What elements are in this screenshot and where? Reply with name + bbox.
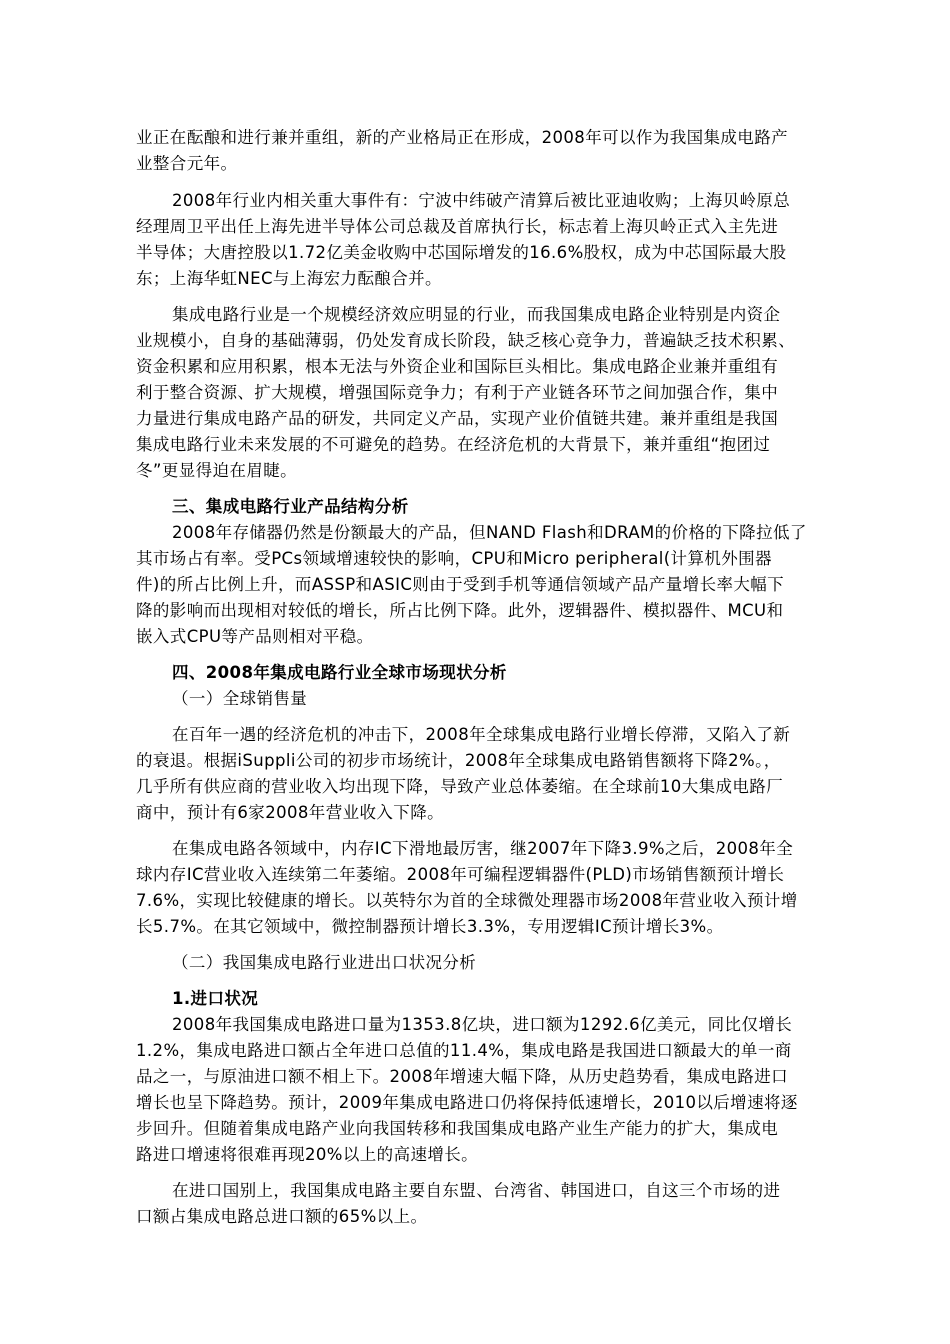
paragraph-line: 集成电路行业未来发展的不可避免的趋势。在经济危机的大背景下，兼并重组“抱团过 xyxy=(136,435,771,454)
paragraph-line: 的衰退。根据iSuppli公司的初步市场统计，2008年全球集成电路销售额将下降2%。， xyxy=(136,751,781,770)
paragraph-line: 资金积累和应用积累，根本无法与外资企业和国际巨头相比。集成电路企业兼并重组有 xyxy=(136,357,779,376)
paragraph-line: 步回升。但随着集成电路产业向我国转移和我国集成电路产业生产能力的扩大，集成电 xyxy=(136,1119,779,1138)
paragraph-line: 半导体；大唐控股以1.72亿美金收购中芯国际增发的16.6%股权，成为中芯国际最大股 xyxy=(136,243,787,262)
paragraph-line: 1.2%，集成电路进口额占全年进口总值的11.4%，集成电路是我国进口额最大的单一商 xyxy=(136,1041,792,1060)
paragraph-line: 经理周卫平出任上海先进半导体公司总裁及首席执行长，标志着上海贝岭正式入主先进 xyxy=(136,217,779,236)
paragraph-line: 球内存IC营业收入连续第二年萎缩。2008年可编程逻辑器件(PLD)市场销售额预计增长 xyxy=(136,865,785,884)
paragraph-line: 嵌入式CPU等产品则相对平稳。 xyxy=(136,627,374,646)
paragraph-line: 在百年一遇的经济危机的冲击下，2008年全球集成电路行业增长停滞，又陷入了新 xyxy=(172,725,791,744)
paragraph-line: 2008年存储器仍然是份额最大的产品，但NAND Flash和DRAM的价格的下降拉低了 xyxy=(172,523,807,542)
paragraph-line: 7.6%，实现比较健康的增长。以英特尔为首的全球微处理器市场2008年营业收入预计增 xyxy=(136,891,798,910)
paragraph-line: 东；上海华虹NEC与上海宏力酝酿合并。 xyxy=(136,269,442,288)
paragraph-line: 业整合元年。 xyxy=(136,154,238,173)
paragraph-line: 路进口增速将很难再现20%以上的高速增长。 xyxy=(136,1145,479,1164)
paragraph-line: 品之一，与原油进口额不相上下。2008年增速大幅下降，从历史趋势看，集成电路进口 xyxy=(136,1067,788,1086)
paragraph-line: 集成电路行业是一个规模经济效应明显的行业，而我国集成电路企业特别是内资企 xyxy=(172,305,781,324)
paragraph-line: 利于整合资源、扩大规模，增强国际竞争力；有利于产业链各环节之间加强合作，集中 xyxy=(136,383,779,402)
paragraph-line: 几乎所有供应商的营业收入均出现下降，导致产业总体萎缩。在全球前10大集成电路厂 xyxy=(136,777,784,796)
subsection-heading: （一）全球销售量 xyxy=(172,689,308,708)
subsection-heading: 1.进口状况 xyxy=(172,989,259,1008)
paragraph-line: 在集成电路各领域中，内存IC下滑地最厉害，继2007年下降3.9%之后，2008年全 xyxy=(172,839,794,858)
paragraph-line: 长5.7%。在其它领域中，微控制器预计增长3.3%，专用逻辑IC预计增长3%。 xyxy=(136,917,724,936)
paragraph-line: 在进口国别上，我国集成电路主要自东盟、台湾省、韩国进口，自这三个市场的进 xyxy=(172,1181,781,1200)
paragraph-line: 增长也呈下降趋势。预计，2009年集成电路进口仍将保持低速增长，2010以后增速将逐 xyxy=(136,1093,798,1112)
paragraph-line: 业正在酝酿和进行兼并重组，新的产业格局正在形成，2008年可以作为我国集成电路产 xyxy=(136,128,788,147)
paragraph-line: 降的影响而出现相对较低的增长，所占比例下降。此外，逻辑器件、模拟器件、MCU和 xyxy=(136,601,784,620)
paragraph-line: 口额占集成电路总进口额的65%以上。 xyxy=(136,1207,428,1226)
paragraph-line: 冬”更显得迫在眉睫。 xyxy=(136,461,298,480)
section-heading: 三、集成电路行业产品结构分析 xyxy=(172,497,409,516)
paragraph-line: 商中，预计有6家2008年营业收入下降。 xyxy=(136,803,444,822)
paragraph-line: 其市场占有率。受PCs领域增速较快的影响，CPU和Micro peripheral(计算机外围器 xyxy=(136,549,772,568)
paragraph-line: 2008年行业内相关重大事件有：宁波中纬破产清算后被比亚迪收购；上海贝岭原总 xyxy=(172,191,791,210)
paragraph-line: 件)的所占比例上升，而ASSP和ASIC则由于受到手机等通信领域产品产量增长率大幅下 xyxy=(136,575,785,594)
section-heading: 四、2008年集成电路行业全球市场现状分析 xyxy=(172,663,507,682)
paragraph-line: 业规模小，自身的基础薄弱，仍处发育成长阶段，缺乏核心竞争力，普遍缺乏技术积累、 xyxy=(136,331,796,350)
paragraph-line: 2008年我国集成电路进口量为1353.8亿块，进口额为1292.6亿美元，同比仅增长 xyxy=(172,1015,793,1034)
paragraph-line: 力量进行集成电路产品的研发，共同定义产品，实现产业价值链共建。兼并重组是我国 xyxy=(136,409,779,428)
subsection-heading: （二）我国集成电路行业进出口状况分析 xyxy=(172,953,477,972)
